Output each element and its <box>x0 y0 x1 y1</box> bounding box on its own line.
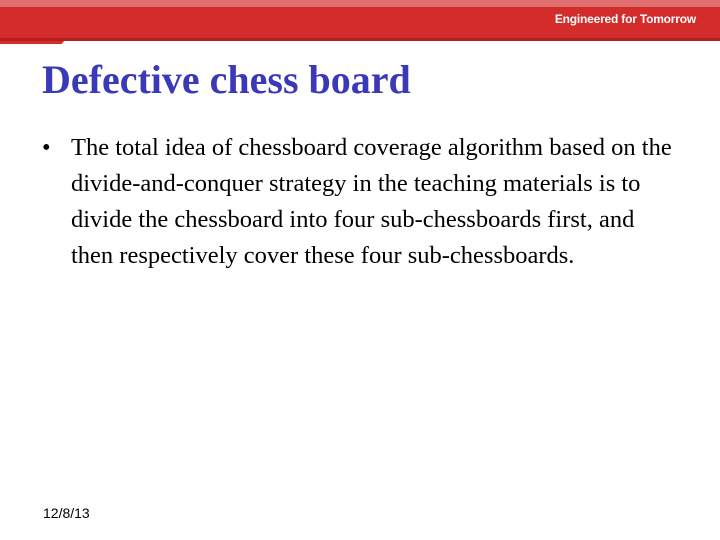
bullet-marker: • <box>42 134 51 161</box>
bullet-item <box>42 130 682 274</box>
slide-title: Defective chess board <box>42 57 411 102</box>
bullet-text: The total idea of chessboard coverage algorithm based on the divide-and-conquer strategy in the teaching materials is to divide the chessboard into four sub-chessboards first, and then respectively cover these four sub-chessboards. <box>71 134 672 269</box>
brand-tagline: Engineered for Tomorrow <box>554 12 696 26</box>
slide-date: 12/8/13 <box>43 505 90 521</box>
header-bar <box>0 0 720 44</box>
bullet-list <box>42 130 682 274</box>
